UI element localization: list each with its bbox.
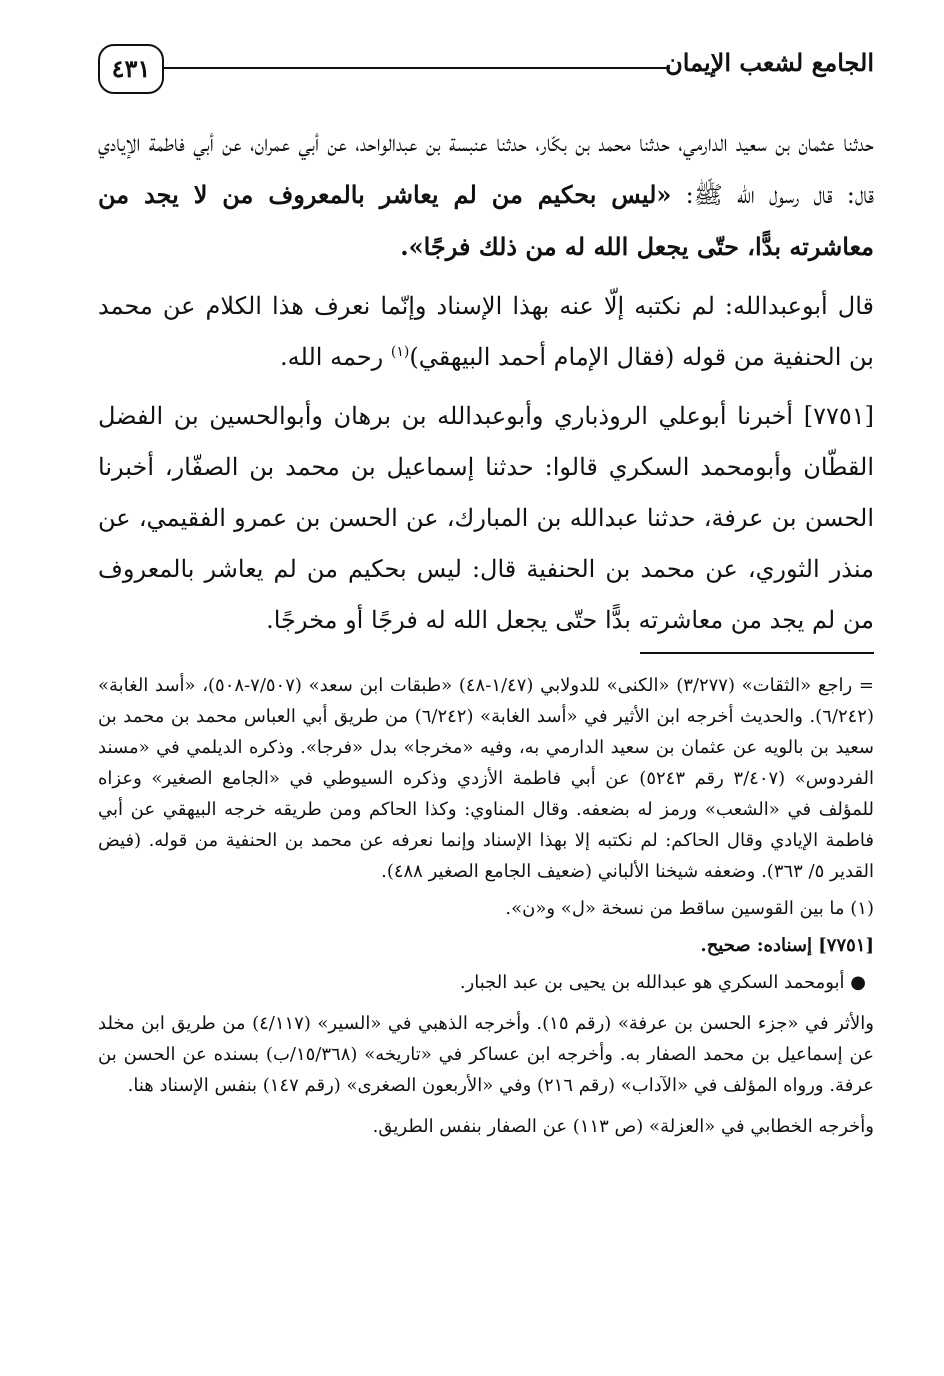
- page-number: ٤٣١: [98, 44, 164, 94]
- comment-ending: رحمه الله.: [280, 343, 391, 371]
- isnad-grade-text: إسناده: صحيح.: [700, 935, 819, 956]
- footnote-ref: (١): [390, 344, 410, 360]
- narrator-note: ● أبومحمد السكري هو عبدالله بن يحيى بن عبد الجبار.: [459, 972, 866, 993]
- khattabi-source: وأخرجه الخطابي في «العزلة» (ص ١١٣) عن الصفار بنفس الطريق.: [372, 1116, 874, 1137]
- isnad-grade: [98, 930, 874, 961]
- paragraph-hadith-7751: [98, 391, 874, 646]
- comment-text: قال أبوعبدالله: لم نكتبه إلّا عنه بهذا الإسناد وإنّما نعرف هذا الكلام عن محمد بن الحنفية من قوله (فقال الإمام أحمد البيهقي): [98, 292, 874, 371]
- main-text: [98, 118, 874, 654]
- paragraph-hadith: [98, 118, 874, 273]
- isnad-number: [٧٧٥١]: [818, 935, 874, 956]
- athar-sources: والأثر في «جزء الحسن بن عرفة» (رقم ١٥). وأخرجه الذهبي في «السير» (٤/١١٧) من طريق ابن مخلد عن إسماعيل بن محمد الصفار به. وأخرجه ابن عساكر في «تاريخه» (١٥/٣٦٨/ب) بسنده عن الحسن بن عرفة. ورواه المؤلف في «الآداب» (رقم ٢١٦) وفي «الأربعون الصغرى» (رقم ١٤٧) بنفس الإسناد هنا.: [98, 1013, 874, 1096]
- page-header: [98, 42, 874, 100]
- footnotes: [98, 670, 874, 1148]
- header-rule: [162, 67, 670, 69]
- footnote-continuation: = راجع «الثقات» (٣/٢٧٧) «الكنى» للدولابي (١/٤٧-٤٨) «طبقات ابن سعد» (٧/٥٠٧-٥٠٨)، «أسد الغابة» (٦/٢٤٢). والحديث أخرجه ابن الأثير في «أسد الغابة» (٦/٢٤٢) من طريق أبي العباس محمد بن محمد بن سعيد بن بالويه عن عثمان بن سعيد الدارمي به، وفيه «مخرجا» بدل «فرجا». وذكره الديلمي في «مسند الفردوس» (٣/٤٠٧ رقم ٥٢٤٣) عن أبي فاطمة الأزدي وذكره السيوطي في «الجامع الصغير» وعزاه للمؤلف في «الشعب» ورمز له بضعفه. وقال المناوي: وكذا الحاكم ومن طريقه خرجه البيهقي عن أبي فاطمة الإيادي وقال الحاكم: لم نكتبه إلا بهذا الإسناد وإنما نعرفه عن محمد بن الحنفية من قوله. (فيض القدير ٥/ ٣٦٣). وضعفه شيخنا الألباني (ضعيف الجامع الصغير ٤٨٨).: [98, 675, 875, 882]
- paragraph-comment: [98, 281, 874, 383]
- hadith-isnad: حدثنا عثمان بن سعيد الدارمي، حدثنا محمد بن بكّار، حدثنا عنبسة بن عبدالواحد، عن أبي عمران، عن أبي فاطمة الإيادي قال: قال رسول الله ﷺ:: [98, 129, 875, 209]
- hadith-number: [٧٧٥١]: [803, 402, 874, 430]
- book-title: الجامع لشعب الإيمان: [665, 48, 874, 77]
- hadith-7751-text: أخبرنا أبوعلي الروذباري وأبوعبدالله بن برهان وأبوالحسين بن الفضل القطّان وأبومحمد السكري قالوا: حدثنا إسماعيل بن محمد بن الصفّار، أخبرنا الحسن بن عرفة، حدثنا عبدالله بن المبارك، عن الحسن بن عمرو الفقيمي، عن منذر الثوري، عن محمد بن الحنفية قال: ليس بحكيم من لم يعاشر بالمعروف من لم يجد من معاشرته بدًّا حتّى يجعل الله له فرجًا أو مخرجًا.: [98, 402, 875, 634]
- footnote-1: (١) ما بين القوسين ساقط من نسخة «ل» و«ن».: [505, 898, 874, 919]
- hadith-matn: «ليس بحكيم من لم يعاشر بالمعروف من لا يجد من معاشرته بدًّا، حتّى يجعل الله له من ذلك فرجًا».: [98, 180, 874, 261]
- footnote-separator: [640, 652, 874, 654]
